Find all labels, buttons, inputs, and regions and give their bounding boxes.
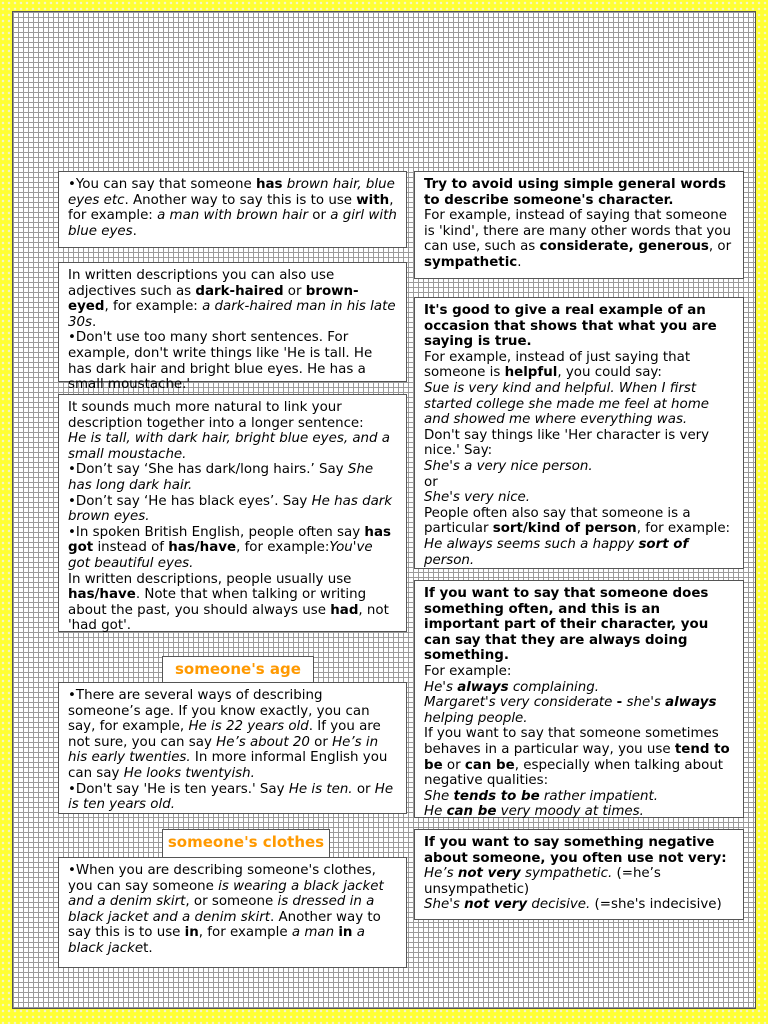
italic-span: You've got beautiful eyes. [68,540,373,571]
text-span: . Another way to say this is to use [124,192,357,208]
negative-heading-paragraph [424,835,734,866]
bold-italic-span: not very [464,897,528,913]
italic-span: is wearing a black jacket and a denim skirt [68,878,384,910]
bold-span: brown-eyed [68,283,359,315]
text-span: , for example [198,925,292,941]
bold-span: with [356,192,390,208]
text-span: In written descriptions, people usually use [68,571,352,587]
hairs-paragraph [68,462,397,493]
bold-span: has/have [68,587,136,603]
italic-span: brown hair, blue eyes etc [68,177,395,208]
italic-span: He [424,804,447,820]
bold-span: sympathetic [424,254,518,270]
bold-span: If you want to say that someone does something often, and this is an important part of their character, you can say that they are always doing something. [424,586,709,664]
happy-sort-paragraph [424,537,734,568]
italic-span: He looks twentyish. [123,765,255,781]
italic-span: He's [424,679,458,695]
text-span: . [92,314,97,330]
text-span: , for example: [236,540,330,556]
natural-description-box [58,394,407,632]
negative-box [414,829,744,920]
text-span: , or someone [185,894,278,910]
text-span: . Another way to say this is to use [68,909,381,941]
text-span: t. [143,940,153,956]
dont-say-paragraph [424,428,734,459]
italic-span: He is ten. [288,781,353,797]
bold-span: sort/kind of person [492,521,637,537]
text-span: instead of [93,540,169,556]
always-doing-box [414,580,744,818]
text-span: In written descriptions you can also use adjectives such as [68,268,335,299]
short-sentences-paragraph [68,330,397,392]
bold-italic-span: always [457,679,509,695]
text-span: •Don’t say ‘He has black eyes’. Say [68,493,312,509]
avoid-general-words-box [414,171,744,279]
text-span: Don't say things like 'Her character is very nice.' Say: [424,427,710,459]
italic-span: rather impatient. [539,788,659,804]
kind-paragraph [424,208,734,270]
had-paragraph [68,572,397,634]
bold-span: If you want to say something negative about someone, you often use not very: [424,835,727,866]
text-span: For example: [424,663,512,679]
text-span: , or [708,239,732,255]
bold-span: in [338,925,353,941]
ten-years-paragraph [68,782,397,813]
bold-span: It's good to give a real example of an occasion that shows that what you are saying is true. [424,303,717,350]
text-span: . [132,223,137,239]
margaret-paragraph [424,695,734,726]
italic-span: a man [291,925,339,941]
italic-span: person. [424,552,475,568]
impatient-paragraph [424,789,734,805]
italic-span: He’s [424,866,458,882]
bold-span: Try to avoid using simple general words to describe someone's character. [424,177,726,208]
sympathetic-paragraph [424,866,734,897]
text-span: •Don't say 'He is ten years.' Say [68,781,289,797]
text-span: •When you are describing someone's clothes, you can say someone [68,863,376,894]
bold-italic-span: always [665,695,717,711]
italic-span: a dark-haired man in his late 30s [68,299,396,330]
bold-span: - [616,695,623,711]
age-heading: someone's age [162,656,314,688]
bold-span: tend to be [424,741,730,773]
sort-of-person-paragraph [424,506,734,537]
italic-span: is dressed in a black jacket and a denim skirt [68,894,375,925]
has-got-paragraph [68,525,397,572]
text-span: •Don’t say ‘She has dark/long hairs.’ Say [68,462,348,478]
text-span: . Note that when talking or writing about the past, you should always use [68,587,367,618]
bold-span: has got [68,524,391,556]
bold-italic-span: tends to be [453,788,540,804]
text-span: , you could say: [557,365,662,381]
written-descriptions-box [58,262,407,393]
bold-italic-span: can be [446,804,497,820]
text-span: or [309,734,333,750]
text-span: , especially when talking about negative qualities: [424,757,724,789]
age-box [58,682,407,814]
bold-italic-span: not very [457,866,521,882]
clothes-heading: someone's clothes [162,829,330,862]
italic-span: He’s in his early twenties. [68,734,379,766]
italic-span: a man with brown hair [157,208,309,224]
intro-paragraph: It sounds much more natural to link your description together into a longer sentence: [68,400,364,431]
italic-span: He’s about 20 [216,734,310,750]
text-span: •In spoken British English, people often say [68,524,365,540]
italic-span: She [424,788,454,804]
nice-person-paragraph [424,459,734,475]
hair-eyes-box [58,171,407,248]
italic-span: She's [424,897,465,913]
age-paragraph [68,688,397,782]
text-span: , for example: [68,192,394,224]
italic-span: He has dark brown eyes. [68,493,393,525]
text-span: In more informal English you can say [68,750,388,781]
text-span: •Don't use too many short sentences. For example, don't write things like 'He is tall. He has dark hair and bright blue eyes. He has a small moustache.' [68,330,373,393]
text-span: or [442,757,465,773]
text-span: . If you are not sure, you can say [68,719,381,750]
text-span: People often also say that someone is a particular [424,505,691,537]
real-example-box [414,297,744,569]
italic-span: He always seems such a happy [424,536,639,552]
always-heading-paragraph [424,586,734,664]
italic-span: He is 22 years old [188,719,309,735]
for-example-paragraph [424,664,734,680]
text-span: or [352,781,375,797]
avoid-heading-paragraph [424,177,734,208]
complaining-paragraph [424,680,734,696]
adjectives-paragraph [68,268,397,330]
helpful-paragraph [424,350,734,381]
italic-span: complaining. [508,679,600,695]
text-span: (=he’s unsympathetic) [424,866,661,897]
tend-to-be-paragraph [424,726,734,788]
italic-span: He is ten years old. [68,781,394,813]
text-span: , not 'had got'. [68,602,389,634]
text-span: If you want to say that someone sometimes behaves in a particular way, you use [424,726,719,757]
italic-span: She has long dark hair. [68,462,374,493]
bold-span: considerate, generous [539,239,709,255]
bold-span: in [184,925,199,941]
black-eyes-paragraph [68,494,397,525]
bold-span: helpful [504,365,558,381]
clothes-box [58,857,407,968]
italic-span: helping people. [424,710,528,726]
text-span: or [308,208,331,224]
bold-span: has [255,177,283,192]
clothes-paragraph [68,863,397,957]
italic-span: She's very nice. [424,490,531,506]
bold-span: dark-haired [195,283,284,299]
italic-span: she's [622,695,666,711]
text-span: or [424,474,438,490]
or-paragraph [424,475,734,491]
italic-span: decisive. [527,897,591,913]
italic-span: sympathetic. [520,866,613,882]
hair-eyes-paragraph [68,177,397,239]
real-example-heading-paragraph [424,303,734,350]
text-span: •There are several ways of describing someone’s age. If you know exactly, you can say, for example, [68,688,370,735]
bold-span: had [330,602,359,618]
text-span: or [283,283,306,299]
example-paragraph [68,431,397,462]
text-span: , for example: [636,521,731,537]
text-span: (=she's indecisive) [590,897,722,913]
text-span: For example, instead of just saying that someone is [424,349,691,381]
italic-span: Margaret's very considerate [424,695,617,711]
italic-span: He is tall, with dark hair, bright blue eyes, and a small moustache. [68,431,390,462]
text-span: . [517,254,522,270]
text-span: •You can say that someone [68,177,256,192]
moody-paragraph [424,804,734,820]
italic-span: Sue is very kind and helpful. When I first started college she made me feel at home and showed me where everything was. [424,380,709,428]
italic-span: a girl with blue eyes [68,208,397,239]
text-span: For example, instead of saying that someone is 'kind', there are many other words that you can use, such as [424,208,731,255]
bold-italic-span: sort of [638,536,689,552]
italic-span: She's a very nice person. [424,458,593,474]
italic-span: a black jacke [68,925,365,956]
italic-span: very moody at times. [496,804,644,820]
very-nice-paragraph [424,490,734,506]
bold-span: can be [464,757,515,773]
sue-example-paragraph [424,381,734,428]
text-span: , for example: [104,299,203,315]
bold-span: has/have [168,540,237,556]
decisive-paragraph [424,897,734,913]
